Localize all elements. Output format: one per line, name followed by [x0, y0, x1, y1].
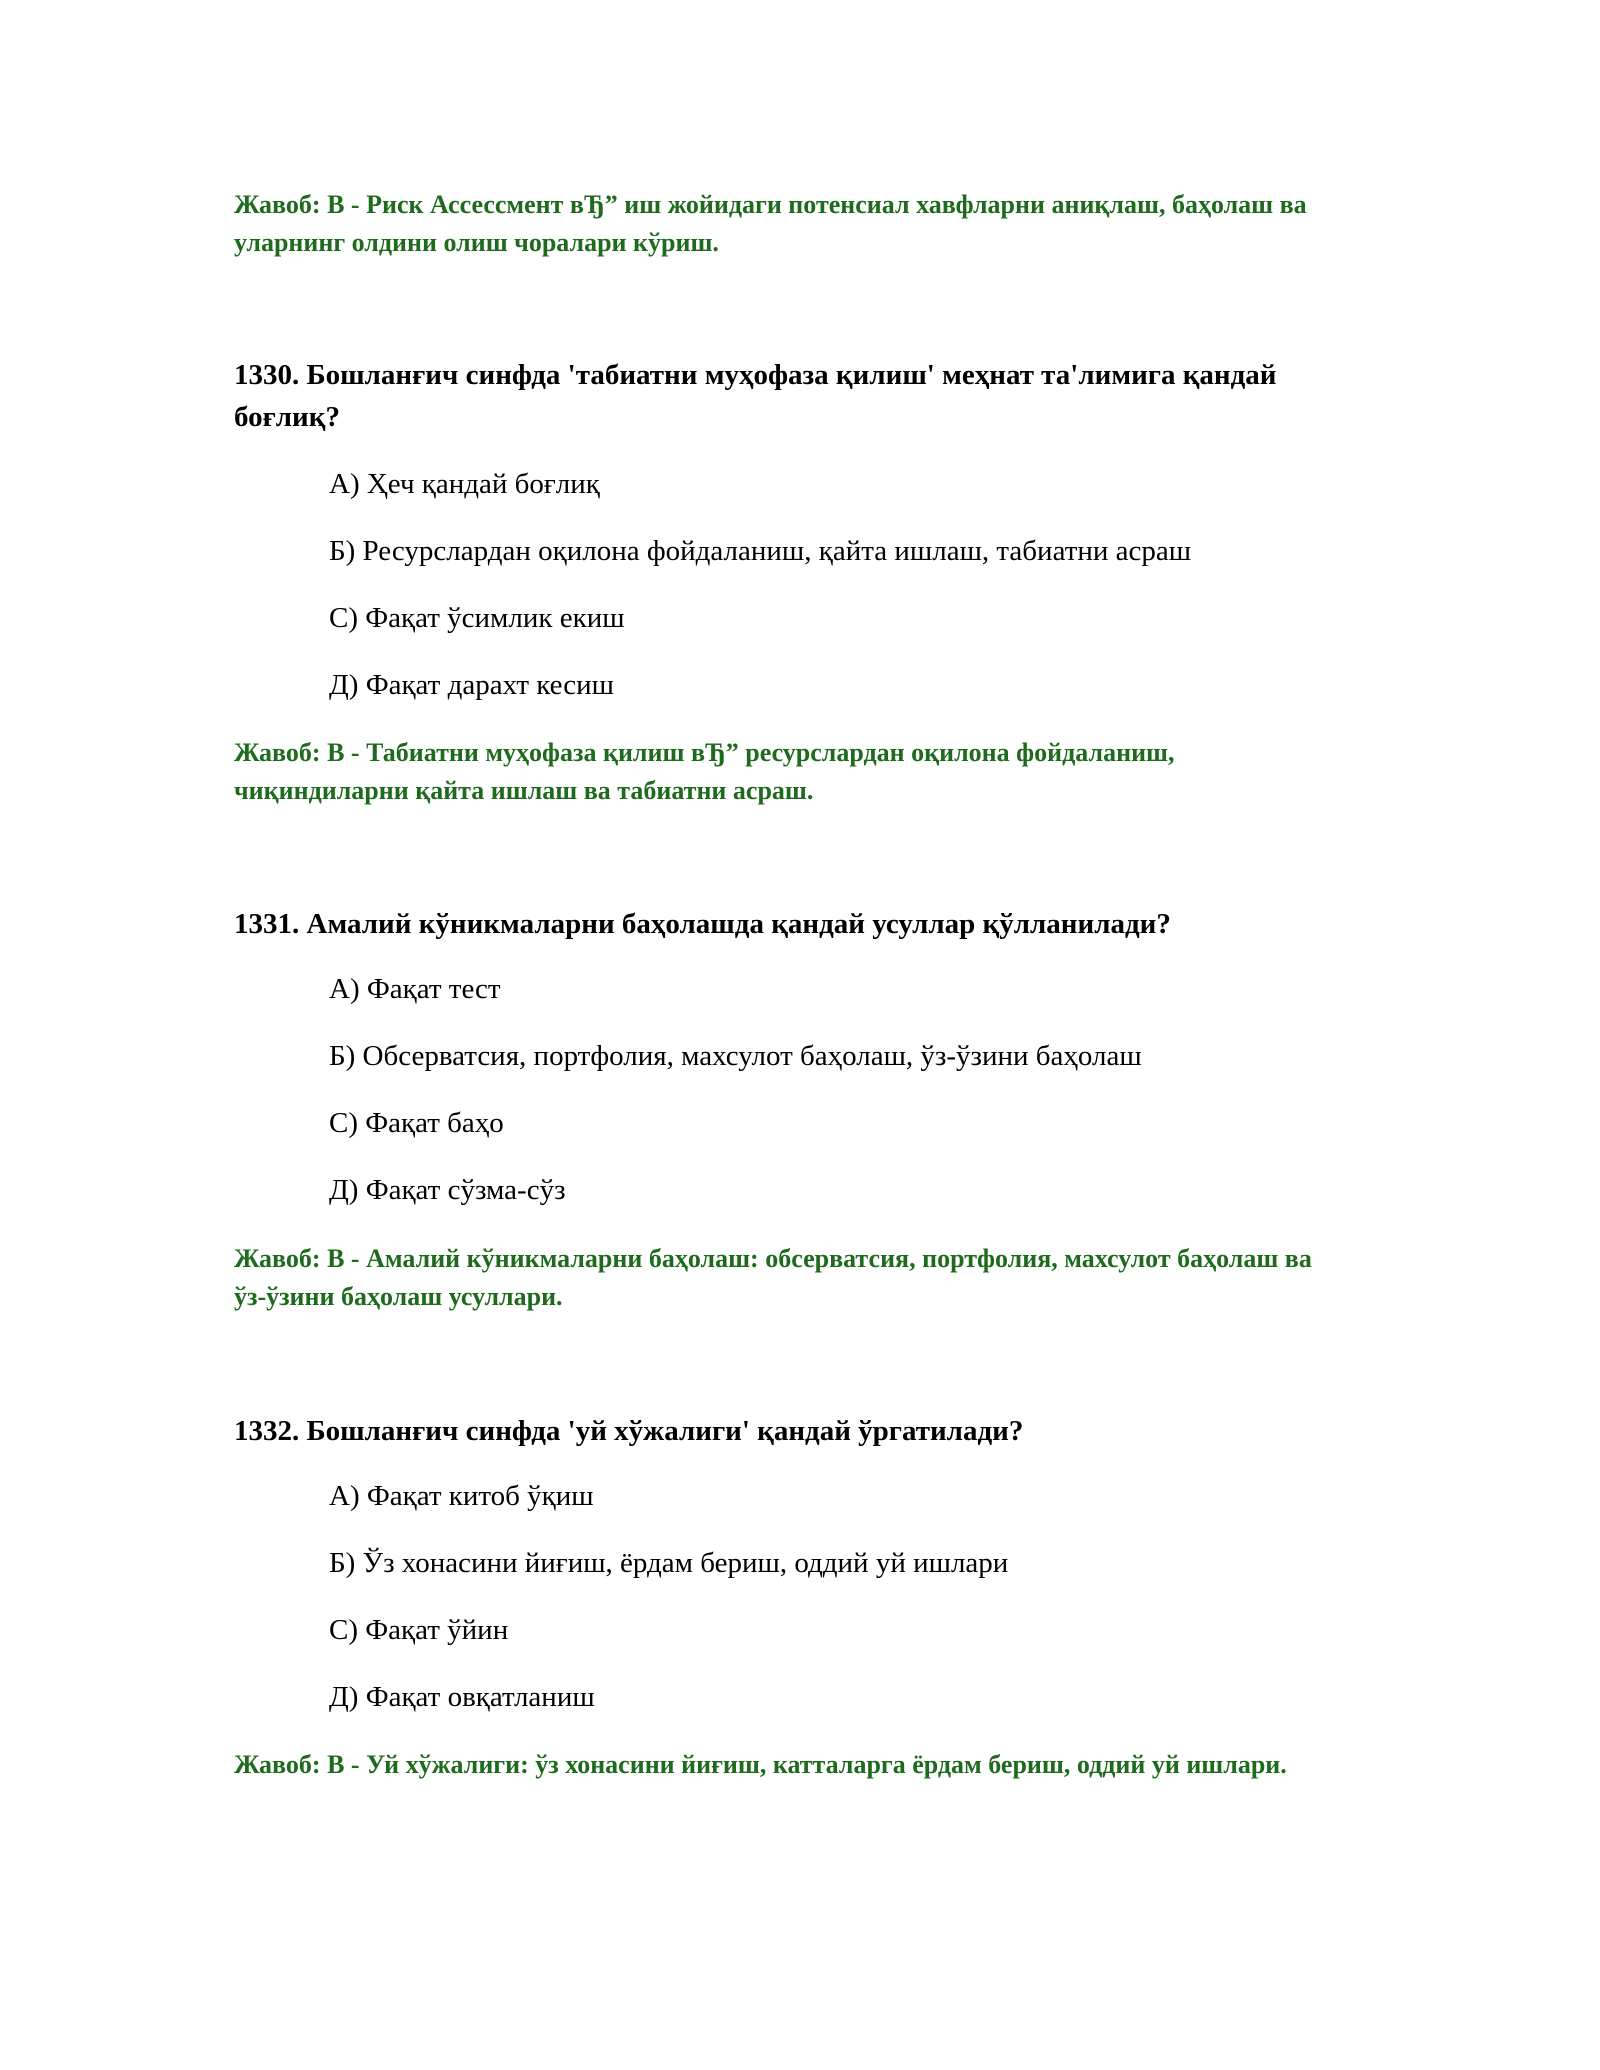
answer-1330 — [234, 734, 1324, 810]
question-text: 1330. Бошланғич синфда 'табиатни муҳофаза қилиш' меҳнат та'лимига қандай боғлиқ? — [234, 359, 1277, 433]
option-c: С) Фақат ўйин — [329, 1614, 509, 1646]
option-d: Д) Фақат дарахт кесиш — [329, 669, 614, 701]
answer-1331 — [234, 1240, 1324, 1316]
option-a: А) Ҳеч қандай боғлиқ — [329, 468, 600, 500]
question-text: 1332. Бошланғич синфда 'уй хўжалиги' қандай ўргатилади? — [234, 1415, 1024, 1447]
option-d: Д) Фақат сўзма-сўз — [329, 1174, 566, 1206]
option-a: А) Фақат китоб ўқиш — [329, 1480, 594, 1512]
question-text: 1331. Амалий кўникмаларни баҳолашда қандай усуллар қўлланилади? — [234, 908, 1171, 940]
answer-previous — [234, 186, 1324, 262]
option-b: Б) Ўз хонасини йиғиш, ёрдам бериш, оддий уй ишлари — [329, 1547, 1009, 1579]
option-b: Б) Обсерватсия, портфолия, махсулот баҳолаш, ўз-ўзини баҳолаш — [329, 1040, 1142, 1072]
option-c: С) Фақат ўсимлик екиш — [329, 602, 625, 634]
question-1331 — [234, 903, 1324, 945]
answer-text: Жавоб: В - Уй хўжалиги: ўз хонасини йиғиш, катталарга ёрдам бериш, оддий уй ишлари. — [234, 1750, 1287, 1779]
answer-text: Жавоб: В - Табиатни муҳофаза қилиш вЂ” ресурслардан оқилона фойдаланиш, чиқиндиларни қайта ишлаш ва табиатни асраш. — [234, 738, 1175, 805]
answer-text: Жавоб: В - Риск Ассессмент вЂ” иш жойидаги потенсиал хавфларни аниқлаш, баҳолаш ва уларнинг олдини олиш чоралари кўриш. — [234, 190, 1307, 257]
option-c: С) Фақат баҳо — [329, 1107, 504, 1139]
answer-1332 — [234, 1746, 1324, 1784]
option-d: Д) Фақат овқатланиш — [329, 1681, 595, 1713]
question-1330 — [234, 354, 1324, 438]
question-1332 — [234, 1410, 1324, 1452]
answer-text: Жавоб: В - Амалий кўникмаларни баҳолаш: обсерватсия, портфолия, махсулот баҳолаш ва ўз-ўзини баҳолаш усуллари. — [234, 1244, 1312, 1311]
option-a: А) Фақат тест — [329, 973, 501, 1005]
option-b: Б) Ресурслардан оқилона фойдаланиш, қайта ишлаш, табиатни асраш — [329, 535, 1192, 567]
